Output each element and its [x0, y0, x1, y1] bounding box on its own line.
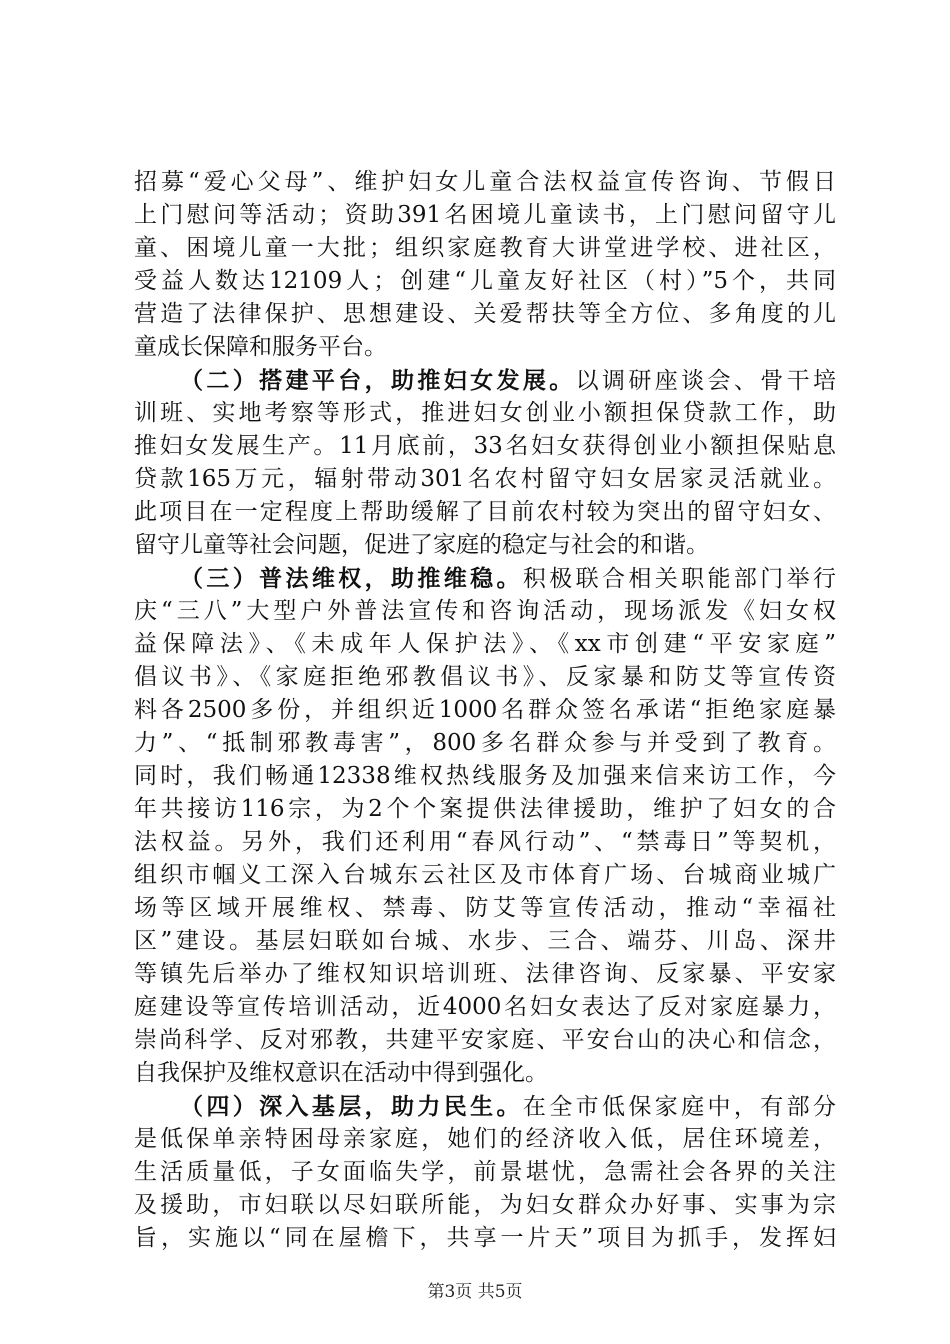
- text-line: 倡议书》、《家庭拒绝邪教倡议书》、反家暴和防艾等宣传资: [134, 664, 836, 690]
- text-line: 自我保护及维权意识在活动中得到强化。: [134, 1060, 548, 1086]
- text-line: 同时，我们畅通12338维权热线服务及加强来信来访工作，今: [134, 763, 836, 789]
- text-line: 年共接访116宗，为2个个案提供法律援助，维护了妇女的合: [134, 796, 836, 822]
- text-line: 生活质量低，子女面临失学，前景堪忧，急需社会各界的关注: [134, 1159, 836, 1185]
- text-line: 力”、“抵制邪教毒害”，800多名群众参与并受到了教育。: [134, 730, 836, 756]
- text-line: 崇尚科学、反对邪教，共建平安家庭、平安台山的决心和信念，: [134, 1027, 836, 1053]
- text-line: 童成长保障和服务平台。: [134, 334, 387, 360]
- text-line: 留守儿童等社会问题，促进了家庭的稳定与社会的和谐。: [134, 532, 709, 558]
- text-line: 区”建设。基层妇联如台城、水步、三合、端芬、川岛、深井: [134, 928, 836, 954]
- paragraph: [134, 562, 836, 1090]
- text-line: [134, 364, 836, 397]
- text-line: 场等区域开展维权、禁毒、防艾等宣传活动，推动“幸福社: [134, 895, 836, 921]
- text-line: 益保障法》、《未成年人保护法》、《xx市创建“平安家庭”: [134, 631, 836, 657]
- text-run: 以调研座谈会、骨干培: [575, 368, 836, 394]
- text-line: 营造了法律保护、思想建设、关爱帮扶等全方位、多角度的儿: [134, 301, 836, 327]
- page-number-footer: 第3页 共5页: [427, 1282, 523, 1302]
- text-line: 此项目在一定程度上帮助缓解了目前农村较为突出的留守妇女、: [134, 499, 836, 525]
- text-line: 训班、实地考察等形式，推进妇女创业小额担保贷款工作，助: [134, 400, 836, 426]
- text-line: 及援助，市妇联以尽妇联所能，为妇女群众办好事、实事为宗: [134, 1192, 836, 1218]
- text-line: 是低保单亲特困母亲家庭，她们的经济收入低，居住环境差，: [134, 1126, 836, 1152]
- text-line: 招募“爱心父母”、维护妇女儿童合法权益宣传咨询、节假日: [134, 169, 836, 195]
- text-line: 庆“三八”大型户外普法宣传和咨询活动，现场派发《妇女权: [134, 598, 836, 624]
- text-line: 上门慰问等活动；资助391名困境儿童读书，上门慰问留守儿: [134, 202, 836, 228]
- section-heading: （三）普法维权，助推维稳。: [180, 565, 523, 592]
- text-line: 童、困境儿童一大批；组织家庭教育大讲堂进学校、进社区，: [134, 235, 836, 261]
- text-line: 法权益。另外，我们还利用“春风行动”、“禁毒日”等契机，: [134, 829, 836, 855]
- section-heading: （二）搭建平台，助推妇女发展。: [180, 367, 576, 394]
- text-line: [134, 1090, 836, 1123]
- text-line: 推妇女发展生产。11月底前，33名妇女获得创业小额担保贴息: [134, 433, 836, 459]
- text-line: 旨，实施以“同在屋檐下，共享一片天”项目为抓手，发挥妇: [134, 1225, 836, 1251]
- text-run: 积极联合相关职能部门举行: [522, 566, 836, 592]
- paragraph: [134, 364, 836, 562]
- text-line: 等镇先后举办了维权知识培训班、法律咨询、反家暴、平安家: [134, 961, 836, 987]
- text-run: 在全市低保家庭中，有部分: [522, 1094, 836, 1120]
- text-line: 组织市帼义工深入台城东云社区及市体育广场、台城商业城广: [134, 862, 836, 888]
- paragraph: [134, 1090, 836, 1255]
- text-line: 庭建设等宣传培训活动，近4000名妇女表达了反对家庭暴力，: [134, 994, 836, 1020]
- text-line: 贷款165万元，辐射带动301名农村留守妇女居家灵活就业。: [134, 466, 836, 492]
- text-line: [134, 562, 836, 595]
- paragraph: [134, 166, 836, 364]
- document-body: [134, 166, 836, 1255]
- text-line: 料各2500多份，并组织近1000名群众签名承诺“拒绝家庭暴: [134, 697, 836, 723]
- section-heading: （四）深入基层，助力民生。: [180, 1093, 523, 1120]
- text-line: 受益人数达12109人；创建“儿童友好社区（村）”5个，共同: [134, 268, 836, 294]
